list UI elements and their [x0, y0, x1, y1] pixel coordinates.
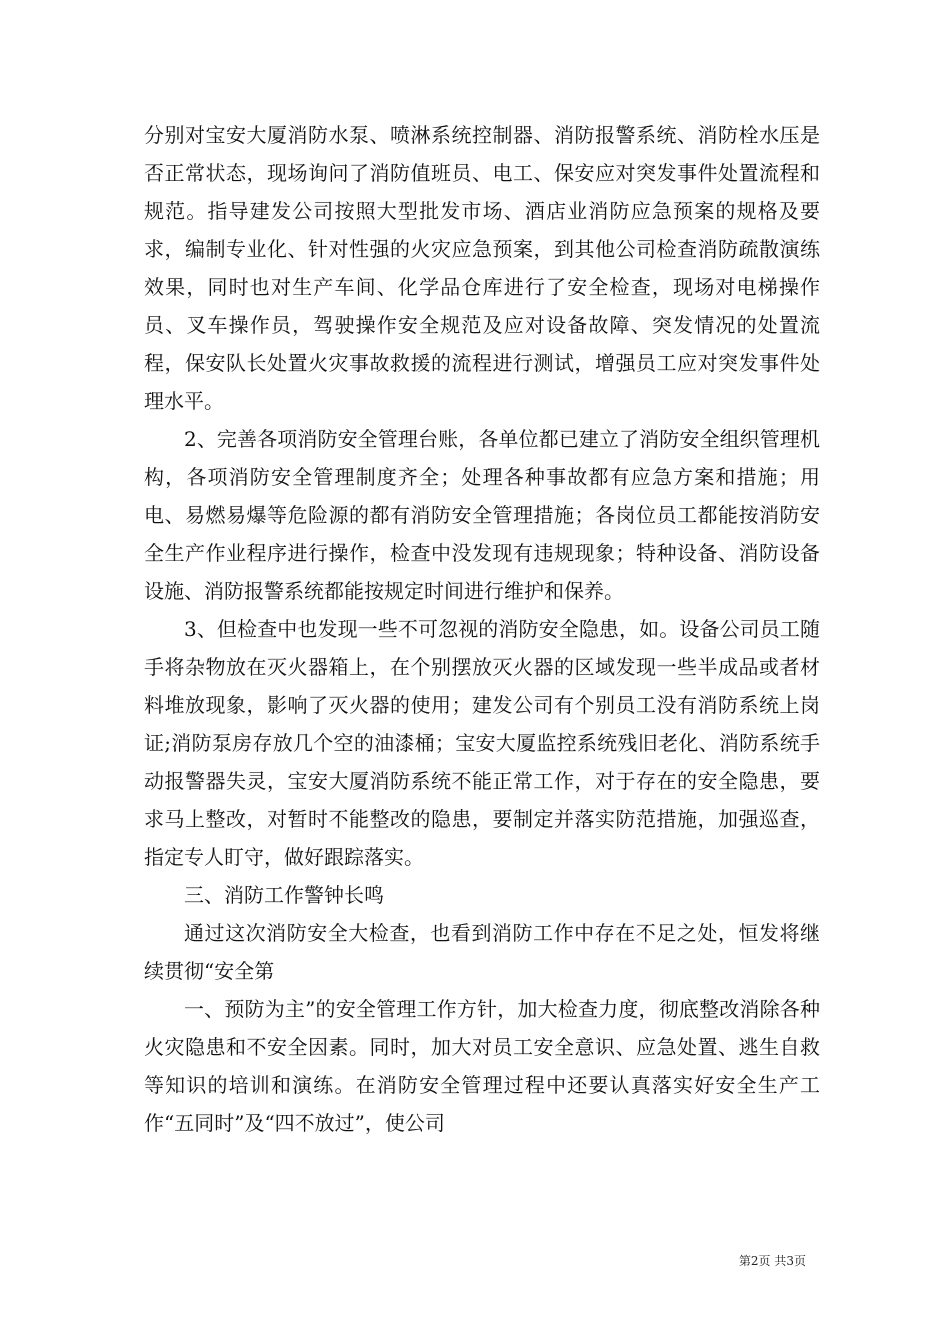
- paragraph-safety-policy: 一、预防为主”的安全管理工作方针，加大检查力度，彻底整改消除各种火灾隐患和不安全因素。同时，加大对员工安全意识、应急处置、逃生自救等知识的培训和演练。在消防安全管理过程中还要认真落实好安全生产工作“五同时”及“四不放过”，使公司: [144, 997, 820, 1135]
- section-heading-alarm: 三、消防工作警钟长鸣: [184, 883, 384, 907]
- document-body: [144, 116, 820, 1142]
- paragraph-inspection-details: 分别对宝安大厦消防水泵、喷淋系统控制器、消防报警系统、消防栓水压是否正常状态，现场询问了消防值班员、电工、保安应对突发事件处置流程和规范。指导建发公司按照大型批发市场、酒店业消防应急预案的规格及要求，编制专业化、针对性强的火灾应急预案，到其他公司检查消防疏散演练效果，同时也对生产车间、化学品仓库进行了安全检查，现场对电梯操作员、叉车操作员，驾驶操作安全规范及应对设备故障、突发情况的处置流程，保安队长处置火灾事故救援的流程进行测试，增强员工应对突发事件处理水平。: [144, 123, 820, 413]
- page-number-footer: 第2页 共3页: [738, 1254, 806, 1268]
- paragraph-ledger-improvement: 2、完善各项消防安全管理台账，各单位都已建立了消防安全组织管理机构，各项消防安全管理制度齐全；处理各种事故都有应急方案和措施；用电、易燃易爆等危险源的都有消防安全管理措施；各岗位员工都能按消防安全生产作业程序进行操作，检查中没发现有违规现象；特种设备、消防设备设施、消防报警系统都能按规定时间进行维护和保养。: [144, 427, 820, 603]
- paragraph-conclusion-intro: 通过这次消防安全大检查，也看到消防工作中存在不足之处，恒发将继续贯彻“安全第: [144, 921, 820, 983]
- paragraph-hazards-found: 3、但检查中也发现一些不可忽视的消防安全隐患，如。设备公司员工随手将杂物放在灭火器箱上，在个别摆放灭火器的区域发现一些半成品或者材料堆放现象，影响了灭火器的使用；建发公司有个别员工没有消防系统上岗证;消防泵房存放几个空的油漆桶；宝安大厦监控系统残旧老化、消防系统手动报警器失灵，宝安大厦消防系统不能正常工作，对于存在的安全隐患，要求马上整改，对暂时不能整改的隐患，要制定并落实防范措施，加强巡查，指定专人盯守，做好跟踪落实。: [144, 617, 820, 869]
